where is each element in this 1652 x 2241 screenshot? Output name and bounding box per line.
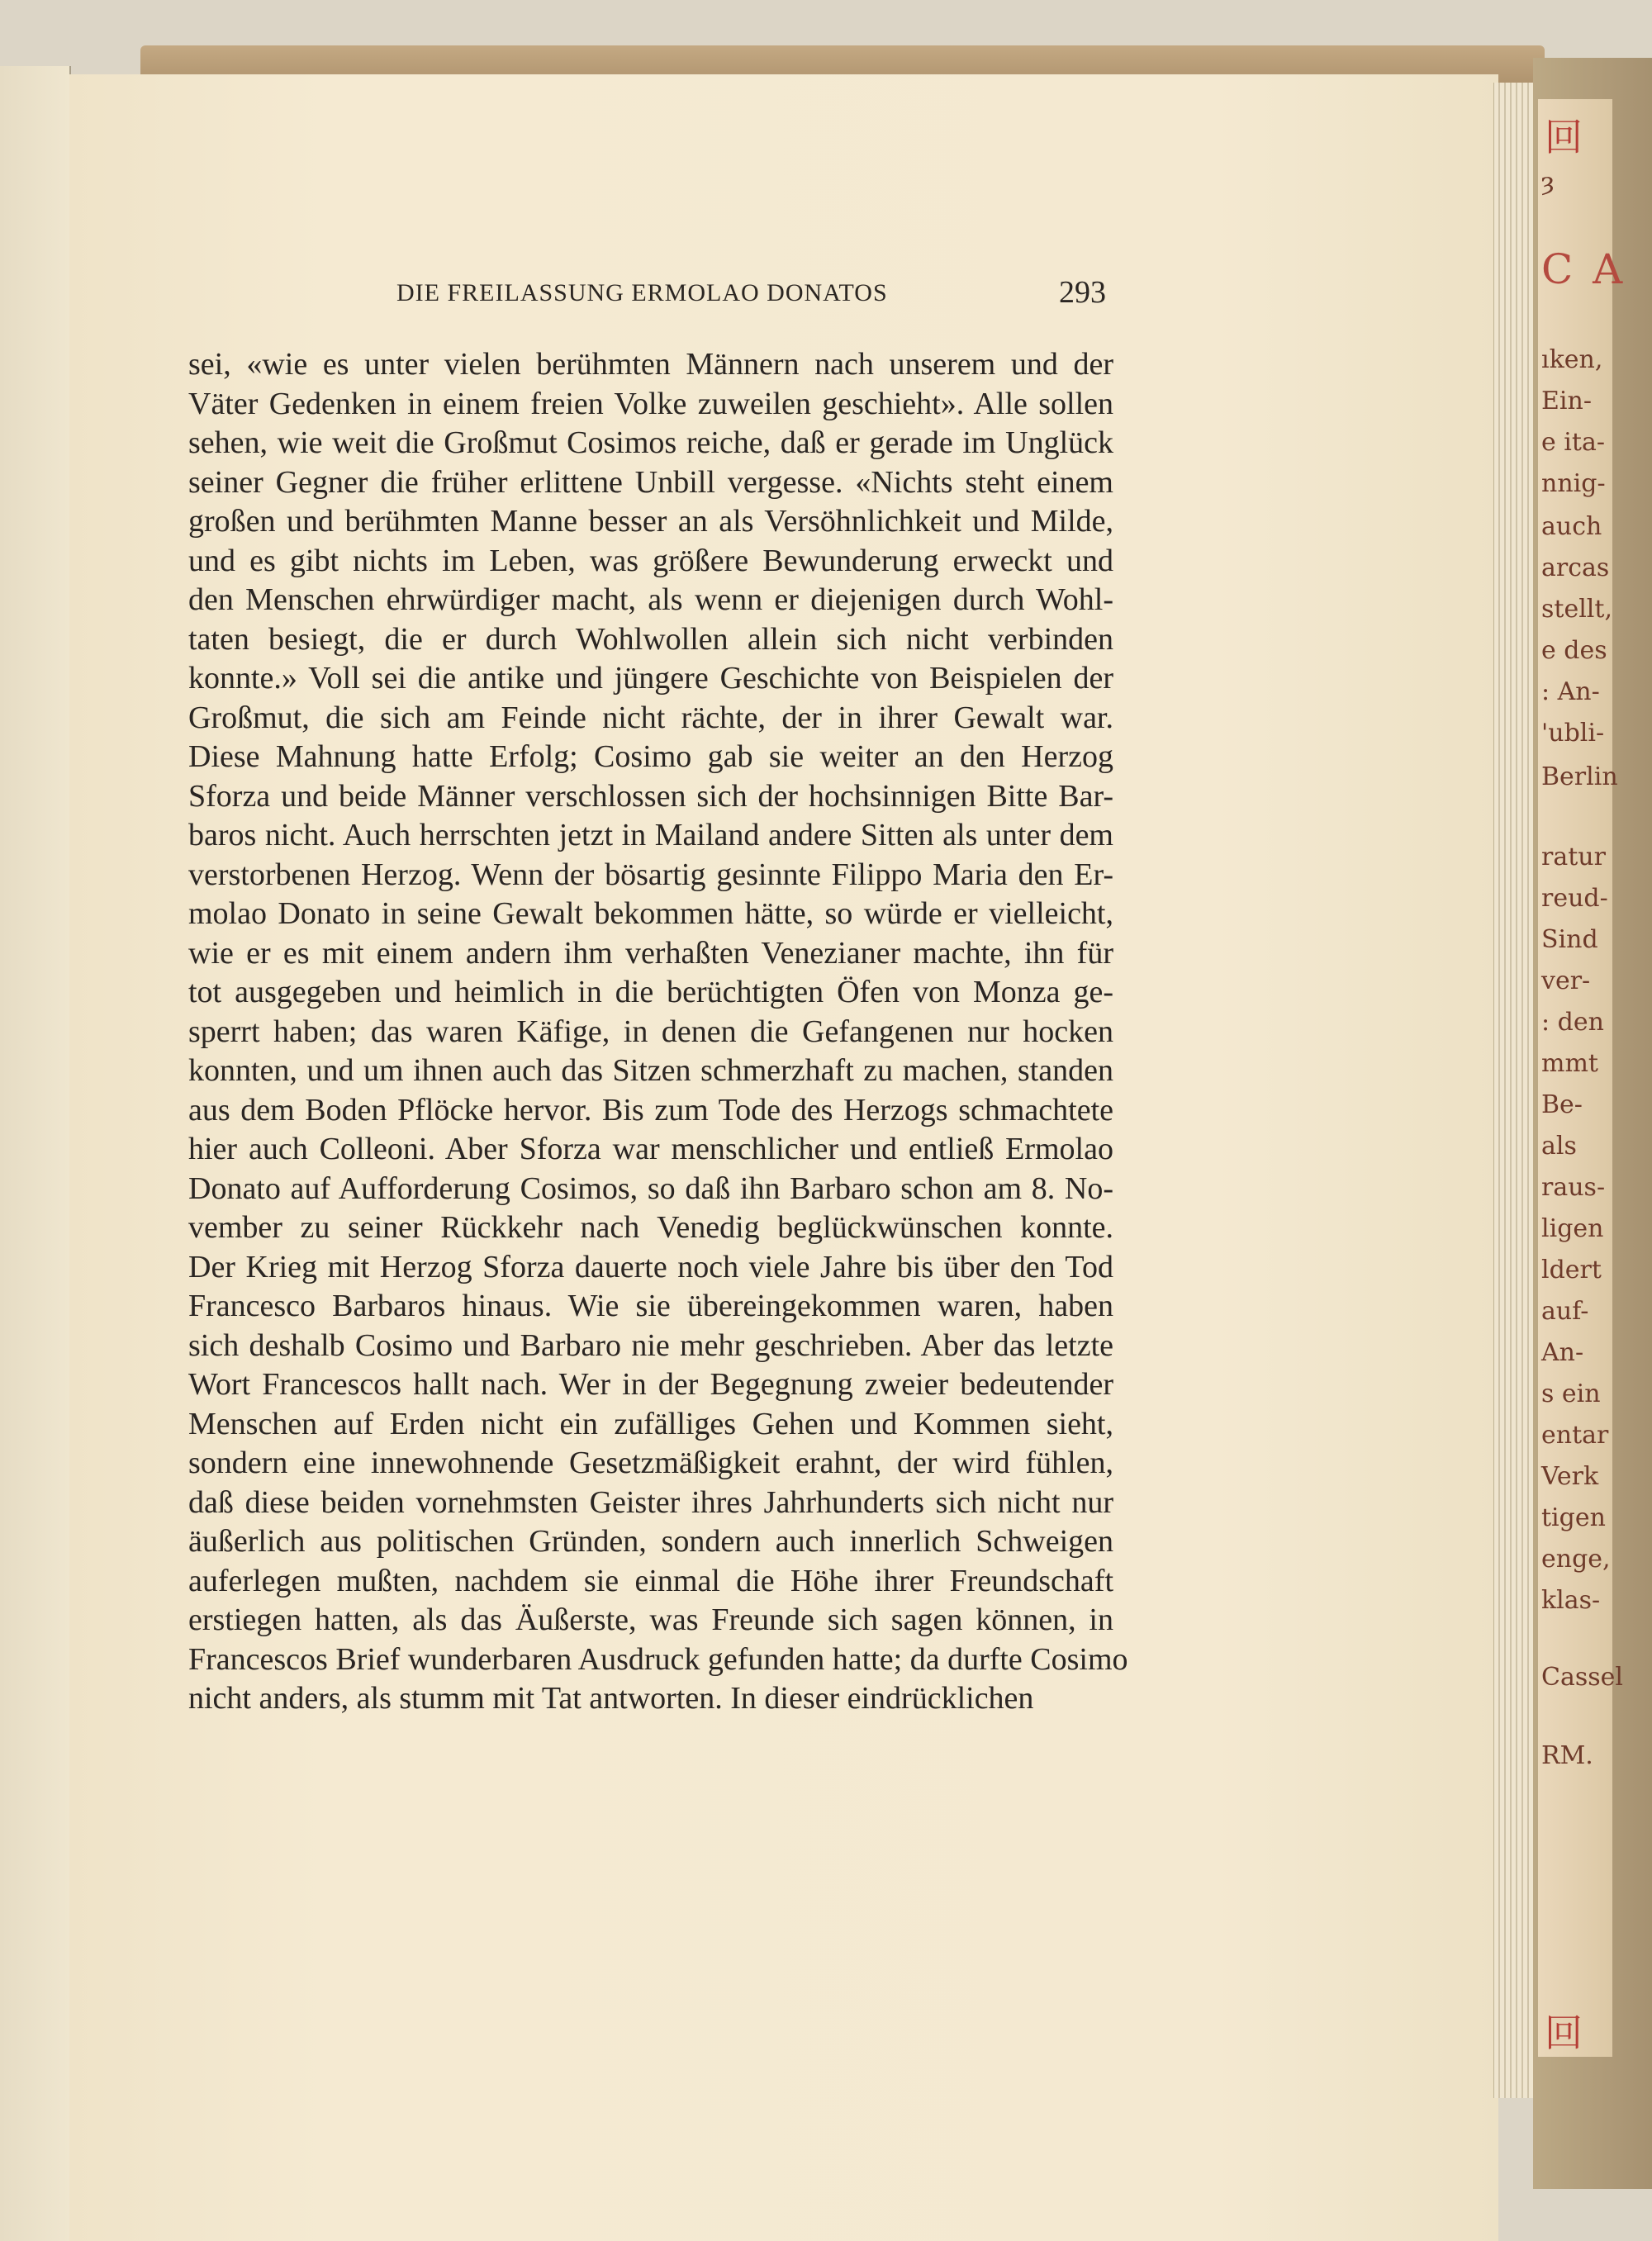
jacket-text-fragment: s ein (1541, 1379, 1601, 1408)
text-line: Wort Francescos hallt nach. Wer in der Begegnung zweier bedeutender (188, 1367, 1113, 1402)
text-line: sperrt haben; das waren Käfige, in denen die Gefangenen nur hocken (188, 1014, 1113, 1049)
jacket-text-fragment: Sind (1541, 925, 1598, 954)
jacket-text-fragment: auf- (1541, 1297, 1589, 1326)
jacket-text-fragment: tigen (1541, 1503, 1606, 1532)
text-line: hier auch Colleoni. Aber Sforza war menschlicher und entließ Ermolao (188, 1132, 1113, 1166)
jacket-text-fragment: auch (1541, 512, 1602, 541)
text-line: konnten, und um ihnen auch das Sitzen schmerzhaft zu machen, standen (188, 1053, 1113, 1088)
text-line: Väter Gedenken in einem freien Volke zuweilen geschieht». Alle sollen (188, 386, 1113, 421)
jacket-text-fragment: Verk (1541, 1462, 1599, 1491)
text-line: und es gibt nichts im Leben, was größere Bewunderung erweckt und (188, 543, 1113, 578)
jacket-text-fragment: Be- (1541, 1090, 1583, 1119)
jacket-text-fragment: RM. (1541, 1741, 1593, 1770)
jacket-text-fragment: ȝ (1541, 168, 1555, 197)
jacket-text-fragment: : An- (1541, 677, 1600, 706)
jacket-text-fragment: Cassel (1541, 1663, 1623, 1692)
meander-ornament-icon: 回 (1545, 2011, 1583, 2055)
text-line: auferlegen mußten, nachdem sie einmal die Höhe ihrer Freundschaft (188, 1563, 1113, 1598)
jacket-text-fragment: ıken, (1541, 345, 1603, 374)
text-line: Francesco Barbaros hinaus. Wie sie übereingekommen waren, haben (188, 1289, 1113, 1323)
dust-jacket-flap (1538, 99, 1626, 2057)
facing-page-edge (0, 66, 71, 2241)
text-line: Francescos Brief wunderbaren Ausdruck gefunden hatte; da durfte Cosimo (188, 1641, 1128, 1677)
jacket-text-fragment: 'ubli- (1541, 719, 1605, 748)
text-line: sei, «wie es unter vielen berühmten Männern nach unserem und der (188, 347, 1113, 382)
jacket-text-fragment: e ita- (1541, 428, 1605, 457)
jacket-text-fragment: An- (1541, 1338, 1584, 1367)
text-line: taten besiegt, die er durch Wohlwollen allein sich nicht verbinden (188, 621, 1113, 657)
jacket-text-fragment: raus- (1541, 1173, 1606, 1202)
text-line: baros nicht. Auch herrschten jetzt in Mailand andere Sitten als unter dem (188, 818, 1113, 852)
jacket-text-fragment: mmt (1541, 1049, 1598, 1078)
jacket-text-fragment: arcas (1541, 553, 1610, 582)
text-line: Donato auf Aufforderung Cosimos, so daß ihn Barbaro schon am 8. No- (188, 1170, 1113, 1206)
jacket-text-fragment: reud- (1541, 884, 1608, 913)
body-text (188, 345, 1128, 1719)
text-line: aus dem Boden Pflöcke hervor. Bis zum Tode des Herzogs schmachtete (188, 1092, 1113, 1128)
jacket-text-fragment: C A (1541, 245, 1626, 293)
jacket-text-fragment: nnig- (1541, 469, 1606, 498)
text-line: sehen, wie weit die Großmut Cosimos reiche, daß er gerade im Unglück (188, 425, 1113, 460)
text-line: Sforza und beide Männer verschlossen sich der hochsinnigen Bitte Bar- (188, 778, 1113, 814)
text-line: seiner Gegner die früher erlittene Unbill vergesse. «Nichts steht einem (188, 464, 1113, 500)
page-stack-edge (1493, 83, 1537, 2098)
jacket-text-fragment: ligen (1541, 1214, 1604, 1243)
text-line: verstorbenen Herzog. Wenn der bösartig gesinnte Filippo Maria den Er- (188, 857, 1113, 892)
text-line: Diese Mahnung hatte Erfolg; Cosimo gab sie weiter an den Herzog (188, 739, 1113, 774)
text-line: Menschen auf Erden nicht ein zufälliges Gehen und Kommen sieht, (188, 1406, 1113, 1441)
jacket-text-fragment: als (1541, 1132, 1577, 1161)
jacket-text-fragment: Ein- (1541, 387, 1592, 415)
text-line: vember zu seiner Rückkehr nach Venedig beglückwünschen konnte. (188, 1210, 1113, 1245)
jacket-text-fragment: e des (1541, 636, 1607, 665)
text-line: den Menschen ehrwürdiger macht, als wenn er diejenigen durch Wohl- (188, 582, 1113, 617)
jacket-text-fragment: ldert (1541, 1256, 1602, 1284)
text-line: äußerlich aus politischen Gründen, sondern auch innerlich Schweigen (188, 1524, 1113, 1559)
text-line: sondern eine innewohnende Gesetzmäßigkeit erahnt, der wird fühlen, (188, 1446, 1113, 1480)
running-head: DIE FREILASSUNG ERMOLAO DONATOS (396, 279, 888, 306)
text-line: molao Donato in seine Gewalt bekommen hätte, so würde er vielleicht, (188, 896, 1113, 931)
jacket-text-fragment: ver- (1541, 966, 1591, 995)
text-line: sich deshalb Cosimo und Barbaro nie mehr geschrieben. Aber das letzte (188, 1327, 1113, 1363)
jacket-text-fragment: stellt, (1541, 595, 1612, 624)
jacket-text-fragment: klas- (1541, 1586, 1601, 1615)
text-line: konnte.» Voll sei die antike und jüngere Geschichte von Beispielen der (188, 661, 1113, 696)
text-line: erstiegen hatten, als das Äußerste, was Freunde sich sagen können, in (188, 1602, 1113, 1637)
text-line: Großmut, die sich am Feinde nicht rächte, der in ihrer Gewalt war. (188, 700, 1113, 735)
text-line: Der Krieg mit Herzog Sforza dauerte noch viele Jahre bis über den Tod (188, 1249, 1113, 1284)
page-number: 293 (1059, 275, 1106, 310)
text-line: großen und berühmten Manne besser an als Versöhnlichkeit und Milde, (188, 504, 1113, 539)
jacket-text-fragment: ratur (1541, 843, 1606, 871)
text-line: tot ausgegeben und heimlich in die berüchtigten Öfen von Monza ge- (188, 975, 1113, 1009)
jacket-text-fragment: entar (1541, 1421, 1609, 1450)
text-line: nicht anders, als stumm mit Tat antworten. In dieser eindrücklichen (188, 1681, 1034, 1716)
meander-ornament-icon: 回 (1545, 115, 1583, 159)
jacket-text-fragment: : den (1541, 1008, 1604, 1037)
text-line: wie er es mit einem andern ihm verhaßten Venezianer machte, ihn für (188, 935, 1113, 971)
text-line: daß diese beiden vornehmsten Geister ihres Jahrhunderts sich nicht nur (188, 1484, 1113, 1520)
jacket-text-fragment: Berlin (1541, 762, 1618, 791)
jacket-text-fragment: enge, (1541, 1545, 1611, 1574)
